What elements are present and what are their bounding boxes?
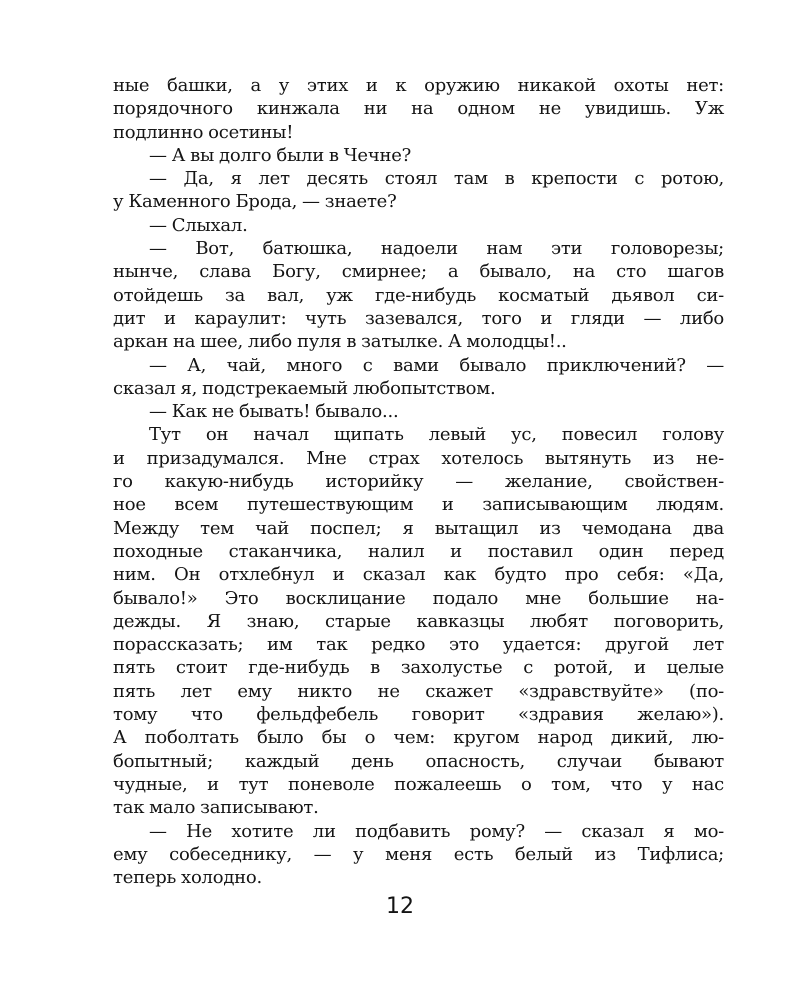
text-line: подлинно осетины!	[113, 121, 294, 143]
text-line: А поболтать было бы о чем: кругом народ дикий, лю-	[113, 727, 724, 749]
text-line: ему собеседнику, — у меня есть белый из Тифлиса;	[113, 843, 724, 865]
text-line: — Слыхал.	[149, 214, 248, 236]
page-number: 12	[386, 894, 414, 919]
text-line: бопытный; каждый день опасность, случаи бывают	[113, 750, 724, 772]
text-line: го какую-нибудь историйку — желание, свойствен-	[113, 471, 724, 493]
text-line: походные стаканчика, налил и поставил один перед	[113, 540, 724, 562]
text-line: и призадумался. Мне страх хотелось вытянуть из не-	[113, 447, 724, 469]
text-line: — А, чай, много с вами бывало приключений? —	[149, 354, 724, 376]
text-line: Тут он начал щипать левый ус, повесил голову	[149, 424, 724, 446]
text-line: аркан на шее, либо пуля в затылке. А молодцы!..	[113, 331, 567, 353]
text-line: тому что фельдфебель говорит «здравия желаю»).	[113, 704, 724, 726]
text-line: чудные, и тут поневоле пожалеешь о том, что у нас	[113, 773, 724, 795]
text-line: — Не хотите ли подбавить рому? — сказал я мо-	[149, 820, 724, 842]
text-line: у Каменного Брода, — знаете?	[113, 191, 397, 213]
body-text	[113, 74, 724, 889]
text-line: пять стоит где-нибудь в захолустье с ротой, и целые	[113, 657, 724, 679]
text-line: — А вы долго были в Чечне?	[149, 144, 412, 166]
text-line: — Да, я лет десять стоял там в крепости с ротою,	[149, 168, 724, 190]
text-line: пять лет ему никто не скажет «здравствуйте» (по-	[113, 680, 724, 702]
text-line: Между тем чай поспел; я вытащил из чемодана два	[113, 517, 724, 539]
text-line: — Как не бывать! бывало...	[149, 401, 399, 423]
text-line: ним. Он отхлебнул и сказал как будто про себя: «Да,	[113, 564, 724, 586]
text-line: теперь холодно.	[113, 867, 262, 889]
text-line: так мало записывают.	[113, 797, 319, 819]
text-line: бывало!» Это восклицание подало мне большие на-	[113, 587, 724, 609]
text-line: отойдешь за вал, уж где-нибудь косматый дьявол си-	[113, 284, 724, 306]
text-line: дежды. Я знаю, старые кавказцы любят поговорить,	[113, 610, 724, 632]
text-line: порассказать; им так редко это удается: другой лет	[113, 634, 724, 656]
text-line: ные башки, а у этих и к оружию никакой охоты нет:	[113, 75, 724, 96]
text-line: нынче, слава Богу, смирнее; а бывало, на сто шагов	[113, 261, 724, 283]
text-line: — Вот, батюшка, надоели нам эти головорезы;	[149, 238, 724, 260]
text-line: дит и караулит: чуть зазевался, того и гляди — либо	[113, 307, 724, 329]
text-line: сказал я, подстрекаемый любопытством.	[113, 377, 496, 399]
text-line: ное всем путешествующим и записывающим людям.	[113, 494, 724, 516]
text-line: порядочного кинжала ни на одном не увидишь. Уж	[113, 98, 724, 120]
